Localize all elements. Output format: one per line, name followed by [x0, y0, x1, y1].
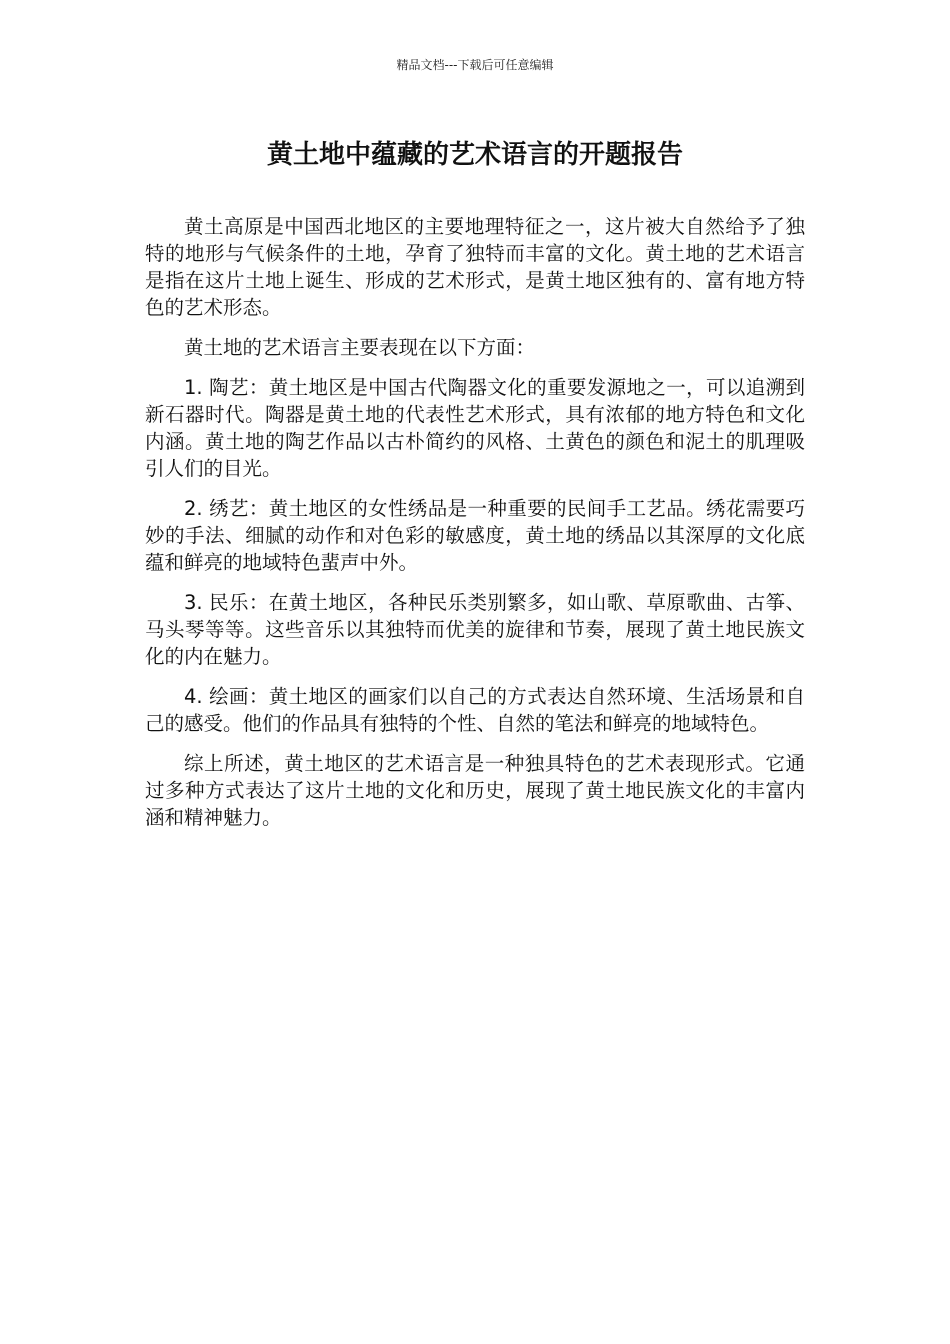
paragraph-folk-music: 3. 民乐：在黄土地区，各种民乐类别繁多，如山歌、草原歌曲、古筝、马头琴等等。这些音乐以其独特而优美的旋律和节奏，展现了黄土地民族文化的内在魅力。 — [145, 591, 805, 668]
paragraph-embroidery: 2. 绣艺：黄土地区的女性绣品是一种重要的民间手工艺品。绣花需要巧妙的手法、细腻的动作和对色彩的敏感度，黄土地的绣品以其深厚的文化底蕴和鲜亮的地域特色蜚声中外。 — [145, 497, 805, 574]
header-note: 精品文档---下载后可任意编辑 — [396, 58, 554, 72]
document-body — [145, 213, 805, 844]
paragraph-aspects-lead: 黄土地的艺术语言主要表现在以下方面： — [184, 336, 536, 359]
paragraph-pottery: 1. 陶艺：黄土地区是中国古代陶器文化的重要发源地之一，可以追溯到新石器时代。陶器是黄土地的代表性艺术形式，具有浓郁的地方特色和文化内涵。黄土地的陶艺作品以古朴简约的风格、土黄色的颜色和泥土的肌理吸引人们的目光。 — [145, 376, 805, 480]
paragraph-intro: 黄土高原是中国西北地区的主要地理特征之一，这片被大自然给予了独特的地形与气候条件的土地，孕育了独特而丰富的文化。黄土地的艺术语言是指在这片土地上诞生、形成的艺术形式，是黄土地区独有的、富有地方特色的艺术形态。 — [145, 215, 805, 319]
paragraph-conclusion: 综上所述，黄土地区的艺术语言是一种独具特色的艺术表现形式。它通过多种方式表达了这片土地的文化和历史，展现了黄土地民族文化的丰富内涵和精神魅力。 — [145, 752, 805, 829]
paragraph-painting: 4. 绘画：黄土地区的画家们以自己的方式表达自然环境、生活场景和自己的感受。他们的作品具有独特的个性、自然的笔法和鲜亮的地域特色。 — [145, 685, 805, 735]
document-title: 黄土地中蕴藏的艺术语言的开题报告 — [266, 140, 683, 170]
